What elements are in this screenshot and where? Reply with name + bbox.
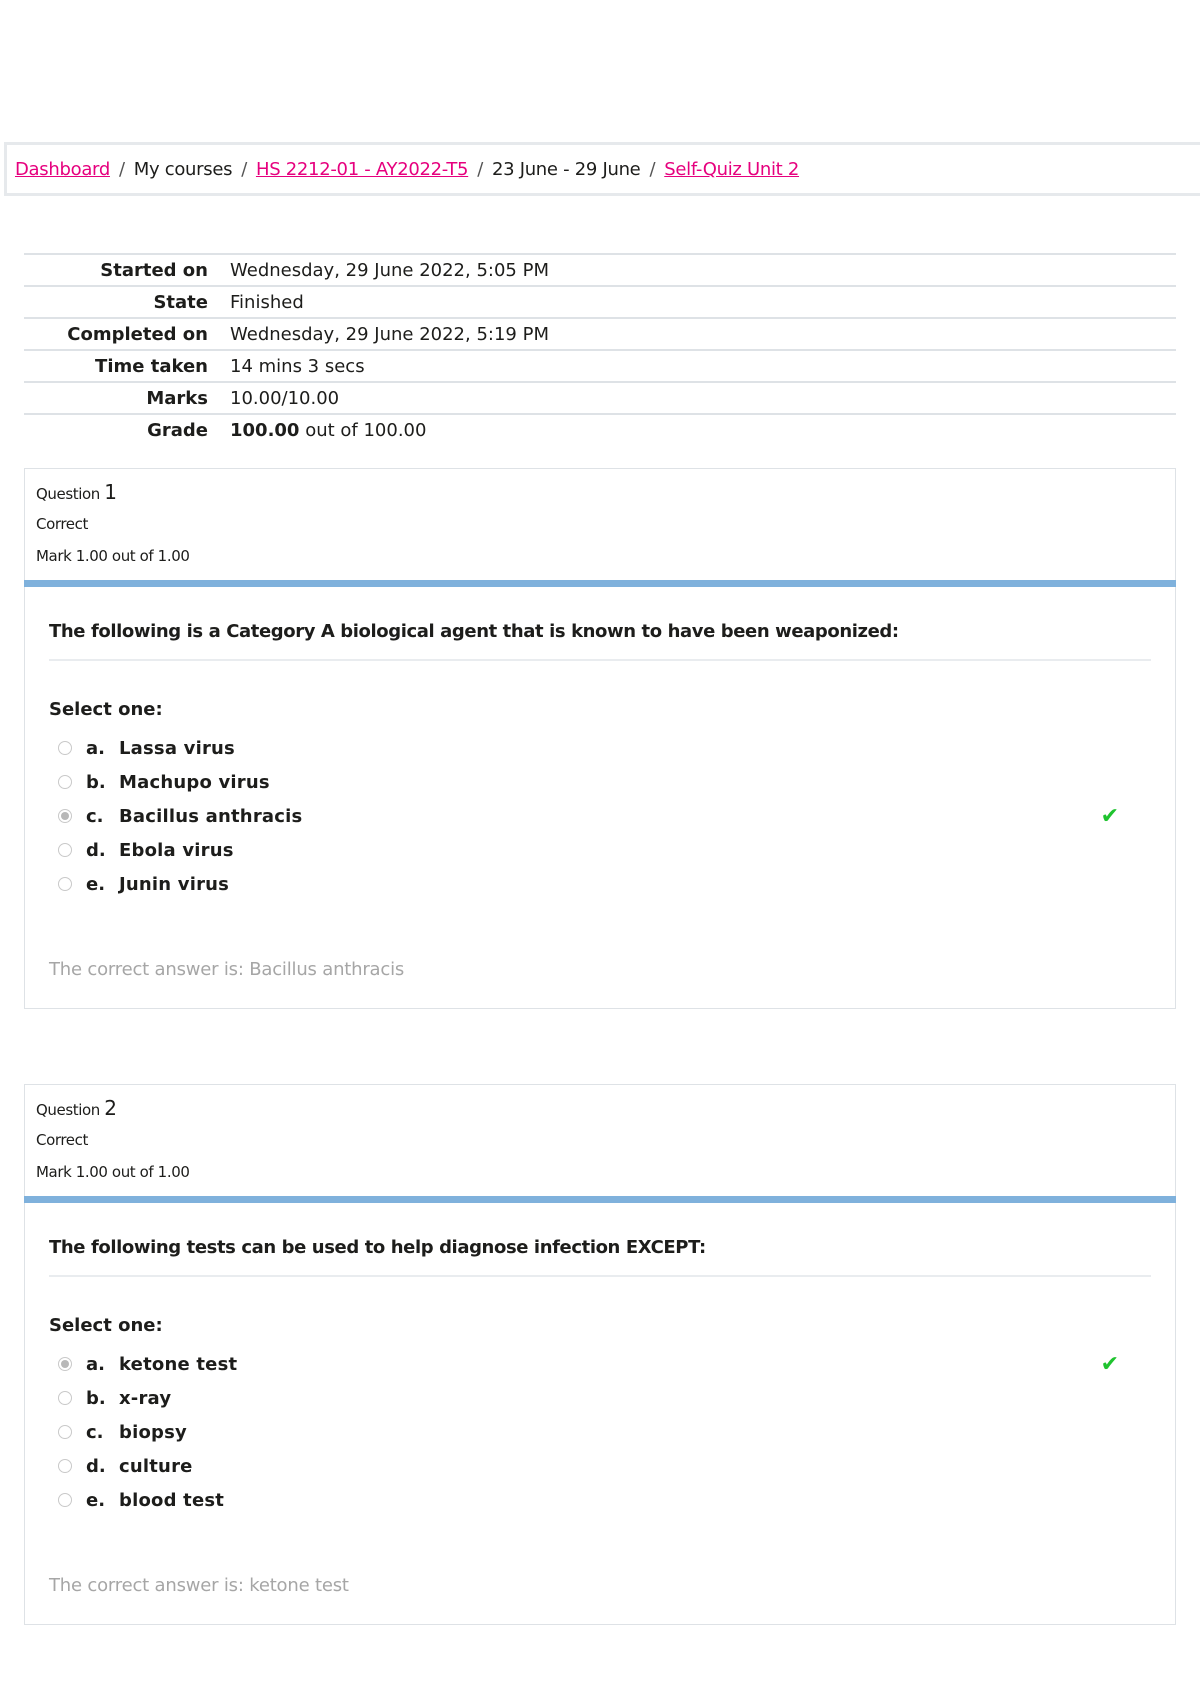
question-content <box>24 587 1176 939</box>
breadcrumb-my-courses: My courses <box>133 158 233 180</box>
breadcrumb-separator: / <box>649 158 656 180</box>
summary-value: 10.00/10.00 <box>230 387 340 409</box>
answer-option[interactable] <box>49 1483 1151 1517</box>
select-one-prompt: Select one: <box>49 699 163 720</box>
option-text: Junin virus <box>119 873 230 895</box>
summary-value: Finished <box>230 291 304 313</box>
radio-button[interactable] <box>58 1425 72 1439</box>
radio-button[interactable] <box>58 877 72 891</box>
option-letter: c. <box>86 1421 104 1443</box>
option-text: Bacillus anthracis <box>119 805 303 827</box>
summary-row-time-taken <box>24 350 1176 382</box>
check-icon: ✔ <box>1100 803 1119 829</box>
correct-answer-feedback: The correct answer is: Bacillus anthracis <box>24 939 1176 1009</box>
option-letter: a. <box>86 1353 105 1375</box>
radio-button[interactable] <box>58 1391 72 1405</box>
breadcrumb-separator: / <box>118 158 125 180</box>
question-card <box>24 1084 1176 1625</box>
question-divider-bar <box>24 580 1176 587</box>
question-mark: Mark 1.00 out of 1.00 <box>36 1163 190 1181</box>
question-label: Question <box>36 1101 100 1119</box>
answer-option[interactable] <box>49 867 1151 901</box>
summary-row-marks <box>24 382 1176 414</box>
option-text: x-ray <box>119 1387 172 1409</box>
summary-row-started <box>24 254 1176 286</box>
summary-value: Wednesday, 29 June 2022, 5:19 PM <box>230 323 549 345</box>
answer-option[interactable] <box>49 731 1151 765</box>
radio-button[interactable] <box>58 775 72 789</box>
question-divider-bar <box>24 1196 1176 1203</box>
radio-button[interactable] <box>58 843 72 857</box>
radio-button[interactable] <box>58 741 72 755</box>
question-number: 2 <box>104 1096 117 1120</box>
grade-out-of: out of 100.00 <box>299 419 427 441</box>
option-letter: a. <box>86 737 105 759</box>
answer-option[interactable] <box>49 1381 1151 1415</box>
question-state: Correct <box>36 515 88 533</box>
breadcrumb-separator: / <box>477 158 483 180</box>
radio-button[interactable] <box>58 1493 72 1507</box>
option-letter: b. <box>86 771 106 793</box>
summary-label: Marks <box>146 387 208 409</box>
radio-button-checked[interactable] <box>58 1357 72 1371</box>
question-info <box>24 468 1176 580</box>
option-letter: d. <box>86 1455 106 1477</box>
breadcrumb-quiz-link[interactable]: Self-Quiz Unit 2 <box>664 158 800 180</box>
question-mark: Mark 1.00 out of 1.00 <box>36 547 190 565</box>
breadcrumb-week: 23 June - 29 June <box>491 158 641 180</box>
question-info <box>24 1084 1176 1196</box>
radio-button-checked[interactable] <box>58 809 72 823</box>
answer-option[interactable] <box>49 1449 1151 1483</box>
answer-option[interactable] <box>49 833 1151 867</box>
option-text: culture <box>119 1455 193 1477</box>
breadcrumb-dashboard-link[interactable]: Dashboard <box>15 158 110 180</box>
question-state: Correct <box>36 1131 88 1149</box>
answer-option-selected[interactable] <box>49 1347 1151 1381</box>
summary-label: Grade <box>147 419 208 441</box>
option-text: blood test <box>119 1489 225 1511</box>
select-one-prompt: Select one: <box>49 1315 163 1336</box>
option-letter: c. <box>86 805 104 827</box>
option-letter: e. <box>86 1489 106 1511</box>
option-letter: b. <box>86 1387 106 1409</box>
summary-value: 14 mins 3 secs <box>230 355 365 377</box>
radio-button[interactable] <box>58 1459 72 1473</box>
summary-label: Time taken <box>95 355 208 377</box>
breadcrumb <box>4 142 1200 196</box>
grade-score: 100.00 <box>230 419 300 441</box>
summary-label: Started on <box>100 259 208 281</box>
option-letter: d. <box>86 839 106 861</box>
summary-value: Wednesday, 29 June 2022, 5:05 PM <box>230 259 549 281</box>
option-text: Ebola virus <box>119 839 234 861</box>
option-letter: e. <box>86 873 106 895</box>
option-text: Machupo virus <box>119 771 270 793</box>
answer-option[interactable] <box>49 1415 1151 1449</box>
answer-option-selected[interactable] <box>49 799 1151 833</box>
summary-row-completed <box>24 318 1176 350</box>
summary-value <box>218 414 1176 445</box>
breadcrumb-course-link[interactable]: HS 2212-01 - AY2022-T5 <box>255 158 469 180</box>
question-card <box>24 468 1176 1009</box>
check-icon: ✔ <box>1100 1351 1119 1377</box>
question-label: Question <box>36 485 100 503</box>
question-content <box>24 1203 1176 1555</box>
summary-label: Completed on <box>67 323 208 345</box>
summary-label: State <box>153 291 208 313</box>
attempt-summary-table <box>24 253 1176 445</box>
option-text: biopsy <box>119 1421 187 1443</box>
question-number: 1 <box>104 480 117 504</box>
question-text: The following is a Category A biological agent that is known to have been weaponized: <box>49 621 1151 661</box>
option-text: Lassa virus <box>119 737 235 759</box>
answer-option[interactable] <box>49 765 1151 799</box>
question-text: The following tests can be used to help diagnose infection EXCEPT: <box>49 1237 1151 1277</box>
correct-answer-feedback: The correct answer is: ketone test <box>24 1555 1176 1625</box>
option-text: ketone test <box>119 1353 238 1375</box>
summary-row-state <box>24 286 1176 318</box>
breadcrumb-separator: / <box>241 158 247 180</box>
summary-row-grade <box>24 414 1176 445</box>
